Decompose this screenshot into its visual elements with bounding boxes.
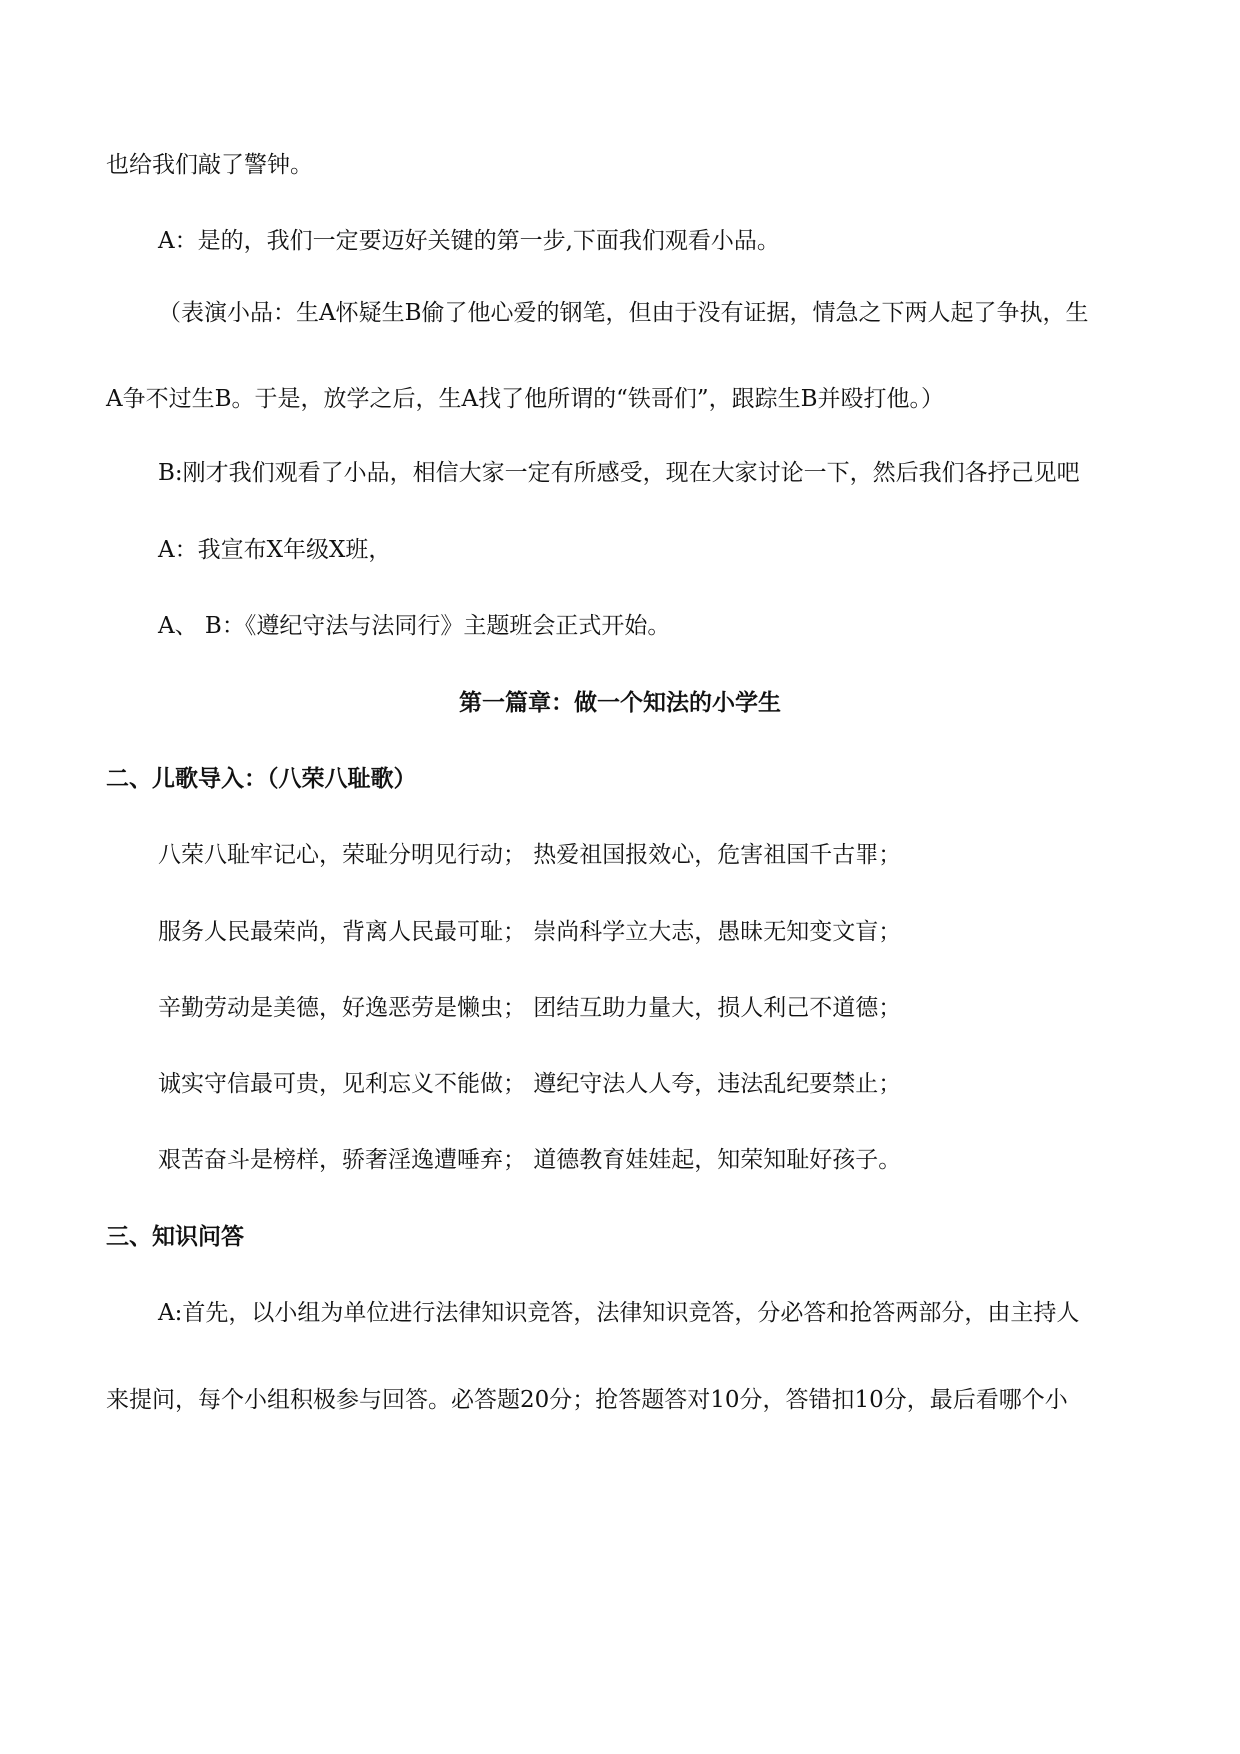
verse-line-3: 辛勤劳动是美德，好逸恶劳是懒虫； 团结互助力量大，损人利己不道德； bbox=[158, 995, 902, 1021]
paragraph-line-8: A:首先，以小组为单位进行法律知识竞答，法律知识竞答，分必答和抢答两部分，由主持人 bbox=[158, 1300, 1080, 1326]
verse-line-4: 诚实守信最可贵，见利忘义不能做； 遵纪守法人人夸，违法乱纪要禁止； bbox=[158, 1071, 902, 1097]
verse-line-5: 艰苦奋斗是榜样，骄奢淫逸遭唾弃； 道德教育娃娃起，知荣知耻好孩子。 bbox=[158, 1147, 902, 1173]
section-heading-3: 三、知识问答 bbox=[106, 1224, 244, 1250]
verse-line-2: 服务人民最荣尚，背离人民最可耻； 崇尚科学立大志，愚昧无知变文盲； bbox=[158, 919, 902, 945]
paragraph-line-7: A、 B：《遵纪守法与法同行》主题班会正式开始。 bbox=[158, 613, 671, 639]
paragraph-line-9: 来提问，每个小组积极参与回答。必答题20分；抢答题答对10分，答错扣10分，最后看哪个小 bbox=[106, 1387, 1068, 1413]
paragraph-line-3: （表演小品：生A怀疑生B偷了他心爱的钢笔，但由于没有证据，情急之下两人起了争执，生 bbox=[158, 300, 1089, 326]
chapter-title: 第一篇章：做一个知法的小学生 bbox=[459, 690, 781, 716]
paragraph-line-4: A争不过生B。于是，放学之后，生A找了他所谓的“铁哥们”，跟踪生B并殴打他。） bbox=[106, 386, 945, 412]
paragraph-line-5: B:刚才我们观看了小品，相信大家一定有所感受，现在大家讨论一下，然后我们各抒己见吧 bbox=[158, 460, 1080, 486]
paragraph-line-1: 也给我们敲了警钟。 bbox=[106, 152, 313, 178]
paragraph-line-6: A：我宣布X年级X班， bbox=[158, 537, 392, 563]
section-heading-2: 二、儿歌导入：（八荣八耻歌） bbox=[106, 766, 417, 792]
paragraph-line-2: A：是的，我们一定要迈好关键的第一步,下面我们观看小品。 bbox=[158, 228, 780, 254]
verse-line-1: 八荣八耻牢记心，荣耻分明见行动； 热爱祖国报效心，危害祖国千古罪； bbox=[158, 842, 902, 868]
